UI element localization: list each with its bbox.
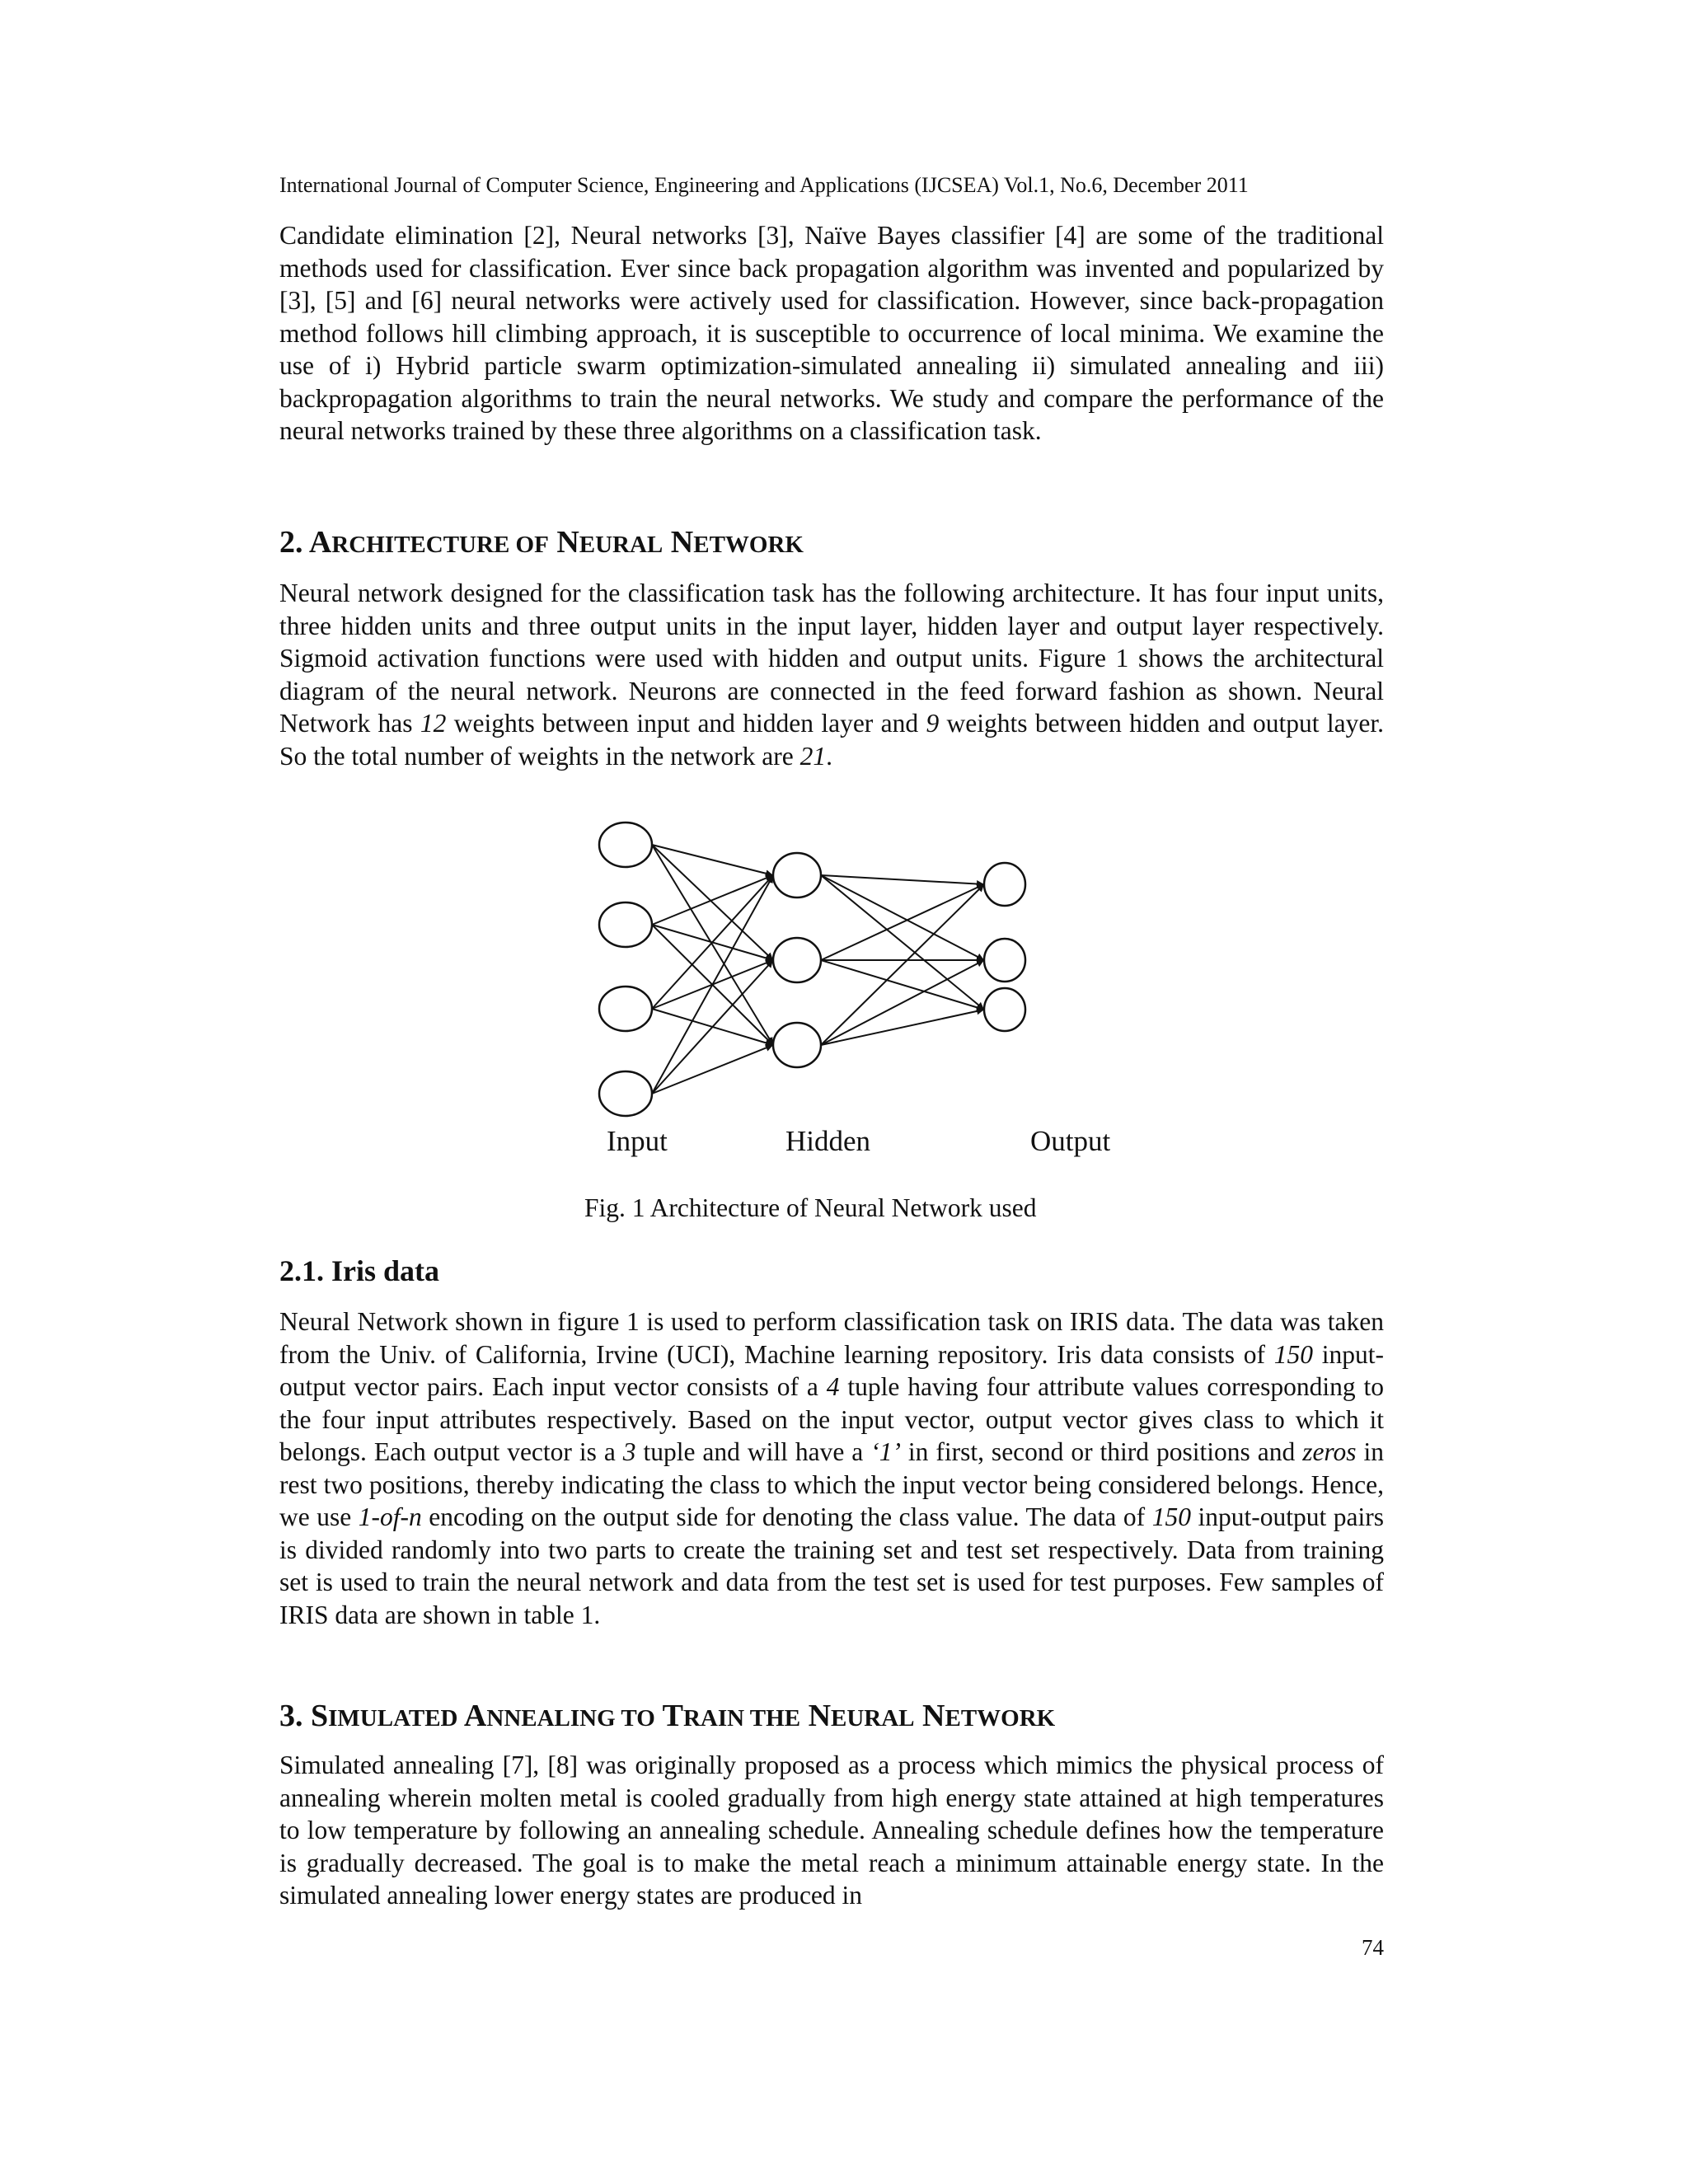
section-2-heading [279, 524, 804, 563]
simulated-annealing-paragraph: Simulated annealing [7], [8] was originally proposed as a process which mimics the physical process of annealing wherein molten metal is cooled gradually from high energy state attained at high temperatures to low temperature by following an annealing schedule. Annealing schedule defines how the temperature is gradually decreased. The goal is to make the metal reach a minimum attainable energy state. In the simulated annealing lower energy states are produced in [279, 1750, 1384, 1910]
connection-weight-line [652, 875, 773, 1094]
architecture-paragraph: Neural network designed for the classification task has the following architecture. It has four input units, three hidden units and three output units in the input layer, hidden layer and output layer respectively. Sigmoid activation functions were used with hidden and output units. Figure 1 shows the architectural diagram of the neural network. Neurons are connected in the feed forward fashion as shown. Neural Network has 12 weights between input and hidden layer and 9 weights between hidden and output layer. So the total number of weights in the network are 21. [279, 579, 1384, 771]
input-neuron [599, 1071, 652, 1116]
input-neuron [599, 987, 652, 1031]
input-neuron [599, 823, 652, 867]
section-2-number: 2. [279, 525, 303, 560]
section-2-1-heading: 2.1. Iris data [279, 1254, 440, 1287]
connection-weight-line [821, 875, 984, 884]
hidden-layer-label: Hidden [785, 1125, 871, 1157]
running-head: International Journal of Computer Science, Engineering and Applications (IJCSEA) Vol.1, No.6, December 2011 [279, 173, 1249, 197]
input-layer-label: Input [607, 1125, 668, 1157]
section-2-title-word: ARCHITECTURE OF [308, 525, 549, 560]
connection-weight-line [821, 884, 984, 1045]
connection-weight-line [821, 875, 984, 960]
section-3-title-word: NEURAL [808, 1699, 915, 1733]
page-number: 74 [1362, 1935, 1384, 1960]
output-neuron [984, 988, 1025, 1031]
hidden-neuron [773, 938, 821, 982]
section-3-title-word: SIMULATED [311, 1699, 458, 1733]
section-3-heading [279, 1698, 1055, 1736]
section-3-title-word: ANNEALING TO [463, 1699, 655, 1733]
output-layer-label: Output [1030, 1125, 1111, 1157]
connection-weight-line [652, 1045, 773, 1094]
intro-paragraph: Candidate elimination [2], Neural networks [3], Naïve Bayes classifier [4] are some of the traditional methods used for classification. Ever since back propagation algorithm was invented and popularized by [3], [5] and [6] neural networks were actively used for classification. However, since back-propagation method follows hill climbing approach, it is susceptible to occurrence of local minima. We examine the use of i) Hybrid particle swarm optimization-simulated annealing ii) simulated annealing and iii) backpropagation algorithms to train the neural networks. We study and compare the performance of the neural networks trained by these three algorithms on a classification task. [279, 221, 1384, 445]
section-2-title-word: NEURAL [556, 525, 663, 560]
hidden-neuron [773, 853, 821, 898]
output-neuron [984, 863, 1025, 906]
output-neuron [984, 939, 1025, 982]
figure-1 [279, 799, 1384, 1228]
connection-weight-line [652, 875, 773, 925]
section-3-number: 3. [279, 1699, 303, 1733]
connection-weight-line [652, 845, 773, 875]
connection-weight-line [821, 1010, 984, 1045]
section-2-title-word: NETWORK [670, 525, 804, 560]
iris-data-paragraph: Neural Network shown in figure 1 is used to perform classification task on IRIS data. The data was taken from the Univ. of California, Irvine (UCI), Machine learning repository. Iris data consists of 150 input-output vector pairs. Each input vector consists of a 4 tuple having four attribute values corresponding to the four input attributes respectively. Based on the input vector, output vector gives class to which it belongs. Each output vector is a 3 tuple and will have a ‘1’ in first, second or third positions and zeros in rest two positions, thereby indicating the class to which the input vector being considered belongs. Hence, we use 1-of-n encoding on the output side for denoting the class value. The data of 150 input-output pairs is divided randomly into two parts to create the training set and test set respectively. Data from training set is used to train the neural network and data from the test set is used for test purposes. Few samples of IRIS data are shown in table 1. [279, 1307, 1384, 1629]
section-3-title-word: NETWORK [922, 1699, 1056, 1733]
input-neuron [599, 902, 652, 947]
figure-1-caption: Fig. 1 Architecture of Neural Network used [584, 1193, 1037, 1222]
section-3-title-word: TRAIN THE [662, 1699, 801, 1733]
hidden-neuron [773, 1023, 821, 1067]
